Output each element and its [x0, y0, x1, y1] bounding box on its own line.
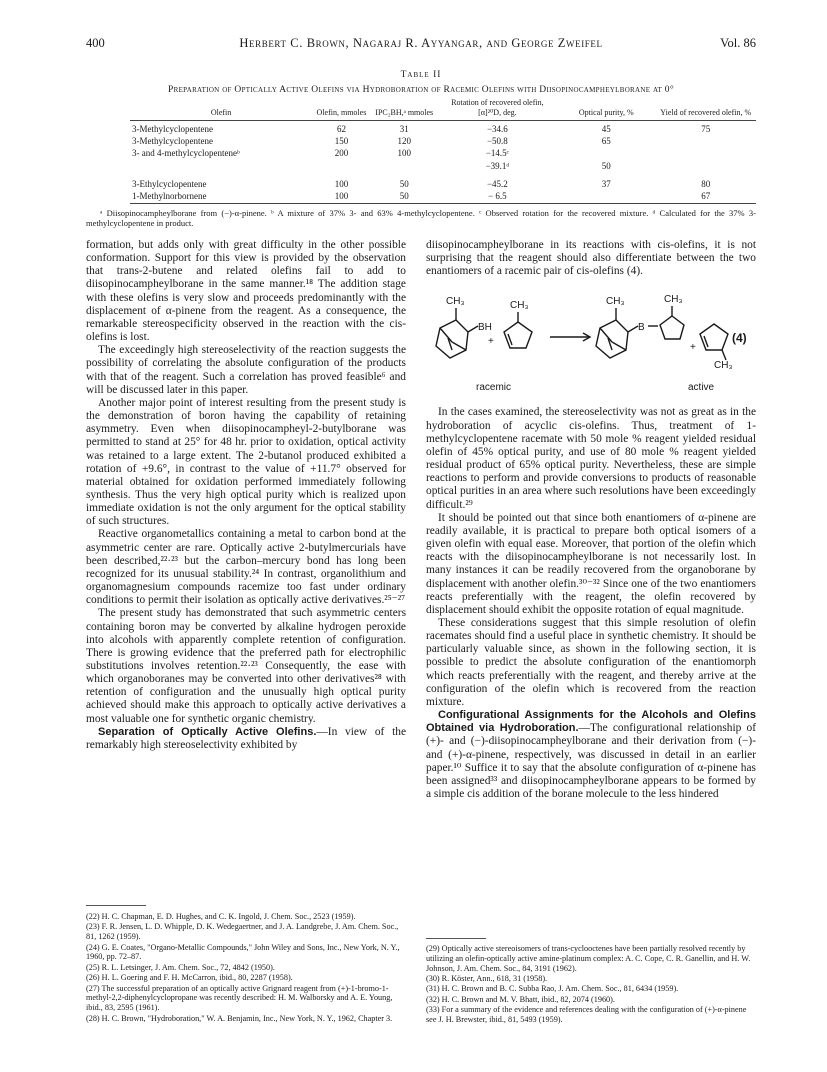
cell-ipc2bh-mmoles — [371, 160, 438, 172]
paragraph: In the cases examined, the stereoselectivity was not as great as in the hydroboration of acyclic cis-olefins. Thus, treatment of 1-methylcyclopentene racemate with 50 mole % reagent yielded residual olefin of 45% optical purity, and use of 80 mole % reagent yielded residual product of 65% optical purity. Nevertheless, these are simple reactions to perform and provide conversions to products of reasonable optical purities in an area where such resolutions have been exceedingly difficult.²⁹ — [426, 406, 756, 511]
paragraph: The exceedingly high stereoselectivity of the reaction suggests the possibility of correlating the absolute configuration of the products with that of the reagent. Such a correlation has proved feasible⁶ and will be discussed later in this paper. — [86, 344, 406, 396]
cell-yield — [655, 160, 756, 172]
paragraph: It should be pointed out that since both enantiomers of α-pinene are readily available, it is practical to prepare both optical isomers of a given olefin with equal ease. Moreover, that portion of the olefin which reacts with the diisopinocampheylborane is not necessarily lost. In many instances it can be readily recovered from the organoborane by displacement with another olefin.³⁰⁻³² Since one of the two enantiomers reacts preferentially with the reagent, the olefin recovered by displacement should exhibit the opposite rotation of equal magnitude. — [426, 511, 756, 616]
cell-optical-purity — [557, 190, 655, 204]
cell-ipc2bh-mmoles: 100 — [397, 148, 411, 159]
footnote: (22) H. C. Chapman, E. D. Hughes, and C. K. Ingold, J. Chem. Soc., 2523 (1959). — [86, 912, 356, 921]
ch3-label: CH₃ — [714, 360, 733, 372]
table-row — [130, 160, 756, 172]
cell-optical-purity: 37 — [601, 178, 611, 189]
paragraph-text: —In view of the remarkably high stereoselectivity exhibited by — [86, 725, 406, 751]
footnote: (28) H. C. Brown, "Hydroboration," W. A. Benjamin, Inc., New York, N. Y., 1962, Chapter 3. — [86, 1013, 393, 1023]
cell-rotation: −14.5ᶜ — [485, 148, 509, 159]
table-caption: Preparation of Optically Active Olefins via Hydroboration of Racemic Olefins with Diisopinocampheylborane at 0° — [168, 85, 674, 95]
paragraph — [426, 709, 756, 801]
table-row — [130, 135, 756, 147]
paragraph — [86, 726, 406, 752]
ch3-label: CH₃ — [510, 300, 529, 312]
bh-label: BH — [478, 322, 492, 334]
col-header-olefin-mmoles: Olefin, mmoles — [312, 98, 371, 121]
cell-optical-purity: 65 — [601, 136, 611, 147]
cell-rotation: −50.8 — [486, 136, 508, 147]
footnote: (23) F. R. Jensen, L. D. Whipple, D. K. Wedegaertner, and J. A. Landgrebe, J. Am. Chem. Soc., 81, 1262 (1959). — [86, 922, 399, 942]
cell-olefin: 3-Methylcyclopentene — [132, 124, 213, 134]
footnotes-left — [86, 912, 406, 1024]
reaction-arrow-icon — [550, 333, 590, 341]
cell-ipc2bh-mmoles: 31 — [399, 124, 409, 134]
running-title: Herbert C. Brown, Nagaraj R. Ayyangar, and George Zweifel — [239, 36, 603, 50]
paragraph: Reactive organometallics containing a metal to carbon bond at the asymmetric center are rare. Optically active 2-butylmercurials have been described,²²·²³ but the carbon–mercury bond has long been recognized for its unusual stability.²⁴ In contrast, organolithium and organomagnesium compounds racemize too fast under ordinary conditions to permit their isolation as optically active derivatives.²⁵⁻²⁷ — [86, 528, 406, 607]
reaction-scheme — [426, 288, 756, 400]
cell-olefin-mmoles: 200 — [334, 148, 349, 159]
footnote: (32) H. C. Brown and M. V. Bhatt, ibid., 82, 2074 (1960). — [426, 994, 615, 1004]
footnote-rule — [86, 905, 146, 906]
pinane-ring-icon — [596, 308, 638, 358]
cell-optical-purity — [557, 147, 655, 159]
table-header-row — [130, 98, 756, 121]
paragraph: Another major point of interest resulting from the present study is the demonstration of boron having the capability of retaining asymmetry. Even when diisopinocampheyl-2-butylborane was permitted to stand at 25° for 48 hr. prior to oxidation, optical activity was retained to a large extent. The 2-butanol produced exhibited a rotation of +9.6°, in contrast to the value of +11.7° observed for material obtained for oxidation performed immediately following synthesis. Thus the very high optical purity which is realized upon immediate oxidation is not the only argument for the optical stability of such structures. — [86, 396, 406, 528]
col-header-rotation: Rotation of recovered olefin, [α]²⁰D, deg. — [438, 98, 557, 121]
table-body — [130, 121, 756, 204]
data-table — [130, 98, 756, 204]
reaction-scheme-drawing — [426, 288, 756, 400]
running-header — [86, 36, 756, 54]
footnote-rule — [426, 938, 486, 939]
cell-olefin-mmoles — [312, 160, 371, 172]
ch3-label: CH₃ — [664, 294, 683, 306]
table-row — [130, 178, 756, 190]
cell-olefin: 3-Methylcyclopentene — [132, 136, 213, 147]
paragraph: formation, but adds only with great difficulty in the other possible conformation. Support for this view is provided by the observation that trans-2-butene and related olefins fail to add to diisopinocampheylborane in the same manner.¹⁸ The addition stage with these olefins is very slow and proceeds predominantly with the displacement of α-pinene from the reagent. As a consequence, the remarkable stereospecificity observed in the reaction with the cis-olefins is lost. — [86, 239, 406, 344]
footnote: (26) H. L. Goering and F. H. McCarron, ibid., 80, 2287 (1958). — [86, 973, 293, 983]
table-footnotes: ᵃ Diisopinocampheylborane from (−)-α-pinene. ᵇ A mixture of 37% 3- and 63% 4-methylcyclopentene. ᶜ Observed rotation for the recovered mixture. ᵈ Calculated for the 37% 3-methylcyclopentene in product. — [86, 208, 756, 228]
b-label: B — [638, 322, 645, 334]
table-row — [130, 190, 756, 204]
cell-olefin-mmoles: 150 — [334, 136, 349, 147]
paragraph: The present study has demonstrated that such asymmetric centers containing boron may be converted by alkaline hydrogen peroxide into alcohols with apparently complete retention of configuration. There is growing evidence that the preferred path for electrophilic substitutions involves retention.²²·²³ Consequently, the ease with which organoboranes may be converted into other derivatives²⁸ with retention of configuration and the unusually high optical purity achieved should make this approach to optically active derivatives a most valuable one for synthetic organic chemistry. — [86, 607, 406, 725]
cell-rotation: −34.6 — [486, 124, 508, 134]
plus-sign: + — [690, 342, 696, 354]
table-row — [130, 147, 756, 159]
plus-sign: + — [488, 336, 494, 348]
table-label: Table II — [400, 70, 442, 80]
cell-olefin-mmoles: 100 — [312, 190, 371, 204]
cell-ipc2bh-mmoles: 120 — [397, 136, 411, 147]
col-header-ipc2bh-mmoles: IPC₂BH,ᵃ mmoles — [371, 98, 438, 121]
cell-ipc2bh-mmoles: 50 — [371, 190, 438, 204]
cell-yield — [655, 147, 756, 159]
right-column — [426, 239, 756, 801]
cell-optical-purity: 50 — [601, 160, 611, 171]
footnote: (25) R. L. Letsinger, J. Am. Chem. Soc., 72, 4842 (1950). — [86, 962, 275, 972]
cell-rotation: − 6.5 — [438, 190, 557, 204]
cell-yield: 75 — [701, 124, 711, 134]
col-header-yield: Yield of recovered olefin, % — [655, 98, 756, 121]
footnote: (24) G. E. Coates, "Organo-Metallic Compounds," John Wiley and Sons, Inc., New York, N. Y., 1960, pp. 72–87. — [86, 942, 400, 962]
page-number: 400 — [86, 36, 105, 50]
active-label: active — [688, 382, 715, 394]
cell-olefin: 3- and 4-methylcyclopenteneᵇ — [132, 148, 240, 159]
footnote: (31) H. C. Brown and B. C. Subba Rao, J. Am. Chem. Soc., 81, 6434 (1959). — [426, 984, 679, 994]
cell-olefin-mmoles: 62 — [336, 124, 346, 134]
cell-rotation: −39.1ᵈ — [485, 160, 510, 171]
cell-yield: 80 — [701, 178, 711, 189]
racemic-label: racemic — [476, 382, 512, 394]
equation-number: (4) — [732, 331, 747, 346]
ch3-label: CH₃ — [606, 296, 625, 308]
table-row — [130, 121, 756, 136]
paragraph: These considerations suggest that this simple resolution of olefin racemates should find a useful place in synthetic chemistry. It should be particularly valuable since, as shown in the following section, it is possible to predict the absolute configuration of the enantiomorph which reacts preferentially with the reagent, and thereby arrive at the configuration of the olefin which is recovered from the reaction mixture. — [426, 616, 756, 708]
cell-olefin — [130, 160, 312, 172]
cell-ipc2bh-mmoles: 50 — [399, 178, 409, 189]
pinane-ring-icon — [436, 308, 478, 358]
section-heading: Configurational Assignments for the Alcohols and Olefins Obtained via Hydroboration. — [426, 709, 756, 735]
footnote: (30) R. Köster, Ann., 618, 31 (1958). — [426, 973, 548, 983]
section-heading: Separation of Optically Active Olefins. — [98, 725, 317, 738]
volume-label: Vol. 86 — [720, 36, 756, 50]
cell-yield: 67 — [655, 190, 756, 204]
footnote: (29) Optically active stereoisomers of trans-cyclooctenes have been partially resolved recently by utilizing an olefin-optically active amine-platinum complex: A. C. Cope, C. R. Ganellin, and H. W. Johnson, J. Am. Chem. Soc., 84, 3191 (1962). — [426, 944, 751, 973]
paragraph-text: —The configurational relationship of (+)- and (−)-diisopinocampheylborane and their derivation from (−)- and (+)-α-pinene, respectively, was discussed in detail in an earlier paper.¹⁰ Suffice it to say that the absolute configuration of α-pinene has been assigned³³ and diisopinocampheylborane appears to be formed by a simple cis addition of the borane molecule to the less hindered — [426, 722, 756, 800]
cell-olefin: 1-Methylnorbornene — [130, 190, 312, 204]
col-header-olefin: Olefin — [130, 98, 312, 121]
cell-olefin-mmoles: 100 — [334, 178, 349, 189]
ch3-label: CH₃ — [446, 296, 465, 308]
col-header-optical-purity: Optical purity, % — [557, 98, 655, 121]
cyclopentyl-icon — [648, 306, 684, 339]
footnote: (33) For a summary of the evidence and references dealing with the configuration of (+)-α-pinene see J. H. Brewster, ibid., 81, 5493 (1959). — [426, 1005, 747, 1024]
left-column — [86, 239, 406, 752]
paragraph: diisopinocampheylborane in its reactions with cis-olefins, it is not surprising that the reagent should also differentiate between the two enantiomers of a racemic pair of cis-olefins (4). — [426, 239, 756, 278]
footnotes-right — [426, 944, 756, 1025]
cyclopentene-icon — [700, 324, 728, 360]
cell-yield — [655, 135, 756, 147]
cyclopentene-icon — [504, 312, 532, 348]
cell-rotation: −45.2 — [486, 178, 508, 189]
footnote: (27) The successful preparation of an optically active Grignard reagent from (+)-1-bromo-1-methyl-2,2-diphenylcyclopropane was recently described: H. M. Walborsky and A. E. Young, ibid., 83, 2595 (1961). — [86, 983, 393, 1013]
cell-optical-purity: 45 — [601, 124, 611, 134]
cell-olefin: 3-Ethylcyclopentene — [132, 178, 207, 189]
